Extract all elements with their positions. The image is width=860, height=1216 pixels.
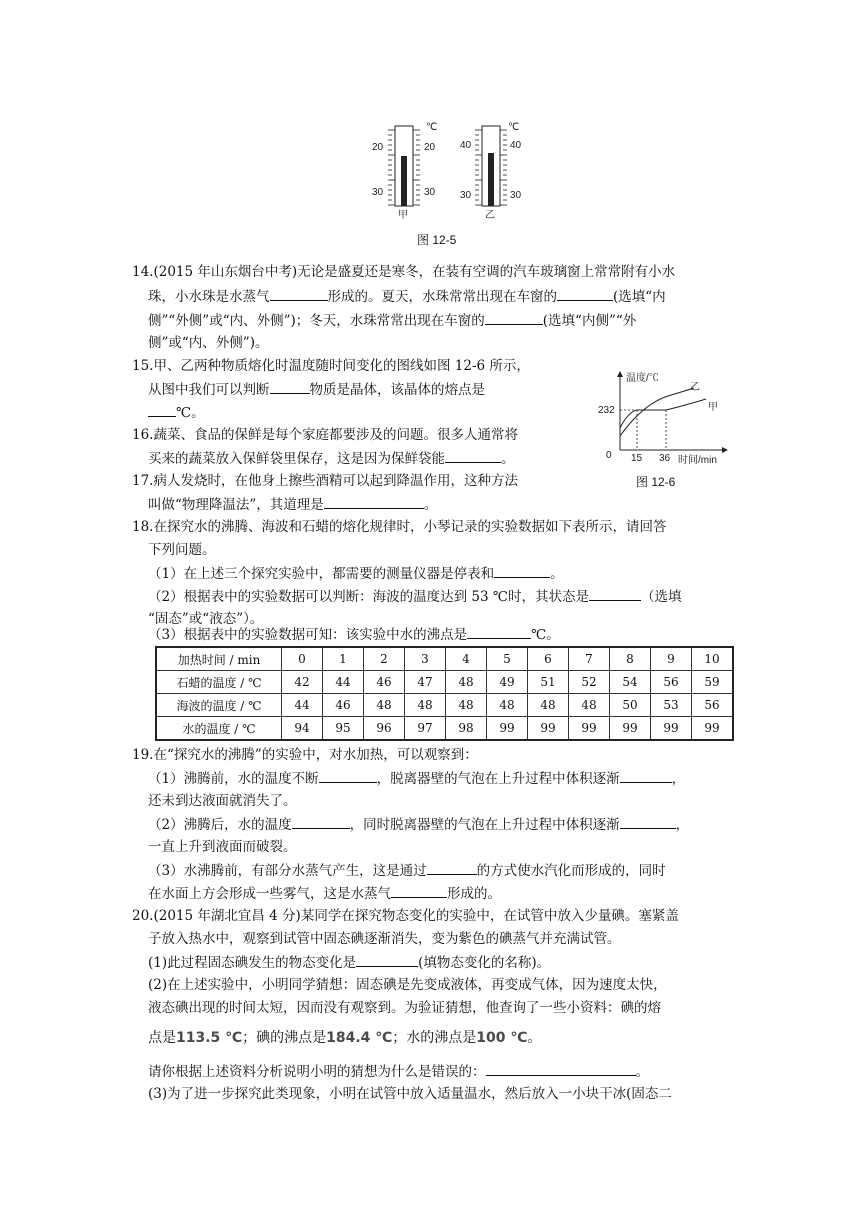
q20-sub1 — [148, 952, 550, 973]
iodine-melting-point: 113.5 ℃ — [176, 1030, 243, 1046]
q20-text: (填物态变化的名称)。 — [418, 955, 551, 971]
graph-origin-label: 0 — [606, 450, 612, 461]
q16-text: 买来的蔬菜放入保鲜袋里保存，这是因为保鲜袋能 — [148, 451, 445, 467]
table-cell: 99 — [610, 717, 651, 741]
q18-text: 。 — [550, 566, 564, 582]
q18-sub3 — [148, 624, 560, 645]
q14-line4: 侧”或“内、外侧”)。 — [148, 335, 269, 351]
q19-blank-2[interactable] — [620, 768, 672, 783]
q14-text: 侧”“外侧”或“内、外侧”)；冬天，水珠常常出现在车窗的 — [148, 313, 485, 329]
q14-blank-3[interactable] — [485, 310, 543, 325]
q14-blank-2[interactable] — [557, 286, 613, 301]
q19-text: 在水面上方会形成一些雾气，这是水蒸气 — [148, 886, 391, 902]
figure-12-5-caption: 图 12-5 — [417, 233, 457, 247]
q16-text: 。 — [501, 451, 515, 467]
q16-line2 — [148, 448, 515, 469]
q19-sub3 — [148, 860, 666, 881]
thermometer-b-unit: ℃ — [508, 122, 520, 133]
q18-line1: 18.在探究水的沸腾、海波和石蜡的熔化规律时，小琴记录的实验数据如下表所示，请回答 — [132, 519, 667, 535]
table-cell: 46 — [364, 671, 405, 694]
table-cell: 6 — [528, 647, 569, 671]
thermometer-a-bottom-right: 30 — [424, 187, 436, 198]
table-cell: 99 — [528, 717, 569, 741]
q20-sub2: (2)在上述实验中，小明同学猜想：固态碘是先变成液体，再变成气体，因为速度太快， — [148, 977, 667, 993]
q15-line3 — [148, 402, 205, 423]
q19-text: 形成的。 — [447, 886, 501, 902]
q17-text: 。 — [423, 497, 438, 513]
q19-text: （2）沸腾后，水的温度 — [148, 817, 292, 833]
table-cell: 48 — [446, 671, 487, 694]
q20-sub2-line2: 液态碘出现的时间太短，因而没有观察到。为验证猜想，他查询了一些小资料：碘的熔 — [148, 1000, 661, 1016]
q18-sub1 — [148, 563, 564, 584]
table-cell: 7 — [569, 647, 610, 671]
q19-text: （3）水沸腾前，有部分水蒸气产生，这是通过 — [148, 863, 427, 879]
data-table — [155, 646, 734, 741]
q18-text: （1）在上述三个探究实验中，都需要的测量仪器是停表和 — [148, 566, 495, 582]
table-cell: 48 — [487, 694, 528, 717]
table-cell: 3 — [405, 647, 446, 671]
q17-line2 — [148, 494, 437, 515]
table-cell: 50 — [610, 694, 651, 717]
table-cell: 95 — [323, 717, 364, 741]
q14-line2 — [148, 286, 666, 307]
q18-sub2-cont: “固态”或“液态”）。 — [148, 611, 264, 627]
thermometer-a-top-left: 20 — [372, 142, 384, 153]
table-cell: 49 — [487, 671, 528, 694]
q15-text: ℃。 — [176, 405, 205, 421]
q19-text: （1）沸腾前，水的温度不断 — [148, 771, 319, 787]
q18-line2: 下列问题。 — [148, 542, 216, 558]
graph-y-tick-232: 232 — [598, 405, 615, 416]
q14-blank-1[interactable] — [270, 286, 328, 301]
table-cell: 59 — [692, 671, 734, 694]
melting-graph — [598, 366, 738, 468]
q20-sub2-line3 — [148, 1028, 541, 1048]
graph-x-tick-15: 15 — [631, 453, 643, 464]
q20-blank-2[interactable] — [486, 1061, 636, 1076]
q14-text: 珠，小水珠是水蒸气 — [148, 289, 270, 305]
table-cell: 48 — [405, 694, 446, 717]
thermometer-b-top-right: 40 — [510, 140, 522, 151]
table-cell: 48 — [364, 694, 405, 717]
graph-x-label: 时间/min — [678, 455, 717, 466]
figure-12-6-caption: 图 12-6 — [636, 475, 676, 489]
q20-text: 点是 — [148, 1030, 176, 1046]
q18-sub2 — [148, 586, 681, 607]
q19-sub2-cont: 一直上升到液面而破裂。 — [148, 839, 297, 855]
thermometer-b-bottom-right: 30 — [510, 190, 522, 201]
table-cell: 54 — [610, 671, 651, 694]
q19-text: ，脱离器壁的气泡在上升过程中体积逐渐 — [376, 771, 620, 787]
q14-line1: 14.(2015 年山东烟台中考)无论是盛夏还是寒冬，在装有空调的汽车玻璃窗上常常附有小水 — [132, 264, 676, 280]
q19-text: ， — [671, 771, 686, 787]
table-row-header: 加热时间 / min — [156, 647, 282, 671]
q20-text: 。 — [527, 1030, 542, 1046]
q17-blank[interactable] — [324, 494, 424, 509]
graph-x-tick-36: 36 — [659, 453, 671, 464]
q14-line3 — [148, 310, 636, 331]
q20-line1: 20.(2015 年湖北宜昌 4 分)某同学在探究物态变化的实验中，在试管中放入少量碘。塞紧盖 — [132, 908, 679, 924]
table-cell: 99 — [487, 717, 528, 741]
q19-blank-4[interactable] — [620, 814, 676, 829]
q18-text: （3）根据表中的实验数据可知：该实验中水的沸点是 — [148, 627, 468, 643]
table-cell: 97 — [405, 717, 446, 741]
table-cell: 99 — [692, 717, 734, 741]
q20-text: (1)此过程固态碘发生的物态变化是 — [148, 955, 357, 971]
q18-blank-1[interactable] — [494, 563, 550, 578]
table-cell: 1 — [323, 647, 364, 671]
q19-blank-5[interactable] — [427, 860, 477, 875]
q14-text: (选填“内侧”“外 — [542, 313, 637, 329]
table-cell: 9 — [651, 647, 692, 671]
table-cell: 48 — [569, 694, 610, 717]
q18-text: （选填 — [640, 589, 682, 605]
table-row-header: 水的温度 / ℃ — [156, 717, 282, 741]
table-cell: 8 — [610, 647, 651, 671]
q19-sub1 — [148, 768, 685, 789]
q15-text: 从图中我们可以判断 — [148, 382, 270, 398]
q19-sub2 — [148, 814, 689, 835]
table-cell: 99 — [569, 717, 610, 741]
q19-blank-1[interactable] — [319, 768, 377, 783]
thermometer-a-label: 甲 — [398, 210, 408, 221]
table-cell: 10 — [692, 647, 734, 671]
table-cell: 42 — [282, 671, 323, 694]
table-cell: 4 — [446, 647, 487, 671]
q19-text: ，同时脱离器壁的气泡在上升过程中体积逐渐 — [349, 817, 620, 833]
q20-text: ；水的沸点是 — [392, 1030, 477, 1046]
thermometer-b-bottom-left: 30 — [460, 190, 472, 201]
table-row — [156, 671, 733, 694]
table-row — [156, 694, 733, 717]
table-cell: 99 — [651, 717, 692, 741]
table-row — [156, 717, 733, 741]
q18-text: （2）根据表中的实验数据可以判断：海波的温度达到 53 ℃时，其状态是 — [148, 589, 589, 605]
series-jia-label: 甲 — [708, 402, 718, 413]
q20-sub3: (3)为了进一步探究此类现象，小明在试管中放入适量温水，然后放入一小块干冰(固态二 — [148, 1086, 672, 1102]
q15-text: 物质是晶体，该晶体的熔点是 — [309, 382, 485, 398]
q16-blank[interactable] — [445, 448, 501, 463]
q17-text: 叫做“物理降温法”，其道理是 — [148, 497, 324, 513]
table-cell: 44 — [282, 694, 323, 717]
thermometer-a-top-right: 20 — [424, 142, 436, 153]
table-cell: 48 — [446, 694, 487, 717]
water-boiling-point: 100 ℃ — [476, 1030, 528, 1046]
table-cell: 5 — [487, 647, 528, 671]
q20-text: 请你根据上述资料分析说明小明的猜想为什么是错误的： — [148, 1064, 486, 1080]
q17-line1: 17.病人发烧时，在他身上擦些酒精可以起到降温作用，这种方法 — [132, 473, 518, 489]
table-cell: 56 — [692, 694, 734, 717]
table-cell: 51 — [528, 671, 569, 694]
series-yi-line — [620, 388, 694, 436]
q15-blank-1[interactable] — [270, 379, 310, 394]
q18-blank-2[interactable] — [589, 586, 641, 601]
q19-line1: 19.在“探究水的沸腾”的实验中，对水加热，可以观察到： — [132, 747, 478, 763]
table-cell: 47 — [405, 671, 446, 694]
series-yi-label: 乙 — [690, 382, 700, 393]
q19-blank-3[interactable] — [292, 814, 350, 829]
q19-sub1-cont: 还未到达液面就消失了。 — [148, 793, 297, 809]
q18-blank-3[interactable] — [467, 624, 531, 639]
q15-blank-2[interactable] — [148, 402, 176, 417]
table-cell: 48 — [528, 694, 569, 717]
q14-text: 形成的。夏天，水珠常常出现在车窗的 — [327, 289, 557, 305]
q19-text: 的方式使水汽化而形成的，同时 — [476, 863, 666, 879]
q19-sub3-cont — [148, 883, 501, 904]
thermometer-b-top-left: 40 — [460, 140, 472, 151]
iodine-boiling-point: 184.4 ℃ — [326, 1030, 393, 1046]
table-cell: 2 — [364, 647, 405, 671]
table-cell: 98 — [446, 717, 487, 741]
graph-y-label: 温度/℃ — [626, 373, 659, 384]
thermometer-figure — [360, 118, 530, 223]
q20-blank-1[interactable] — [356, 952, 418, 967]
table-cell: 46 — [323, 694, 364, 717]
thermometer-b-label: 乙 — [485, 210, 495, 221]
q18-text: ℃。 — [531, 627, 560, 643]
table-cell: 44 — [323, 671, 364, 694]
table-cell: 52 — [569, 671, 610, 694]
table-row-header: 石蜡的温度 / ℃ — [156, 671, 282, 694]
thermometer-a-bottom-left: 30 — [372, 187, 384, 198]
q20-text: ；碘的沸点是 — [242, 1030, 327, 1046]
series-jia-line — [620, 399, 706, 428]
q20-sub2-question — [148, 1061, 649, 1082]
table-cell: 0 — [282, 647, 323, 671]
q14-text: (选填“内 — [613, 289, 666, 305]
thermometer-a-unit: ℃ — [426, 122, 438, 133]
q20-text: 。 — [635, 1064, 649, 1080]
q19-blank-6[interactable] — [391, 883, 447, 898]
table-cell: 94 — [282, 717, 323, 741]
q16-line1: 16.蔬菜、食品的保鲜是每个家庭都要涉及的问题。很多人通常将 — [132, 427, 518, 443]
table-cell: 96 — [364, 717, 405, 741]
table-row-header: 海波的温度 / ℃ — [156, 694, 282, 717]
q20-line2: 子放入热水中，观察到试管中固态碘逐渐消失，变为紫色的碘蒸气并充满试管。 — [148, 931, 621, 947]
table-cell: 53 — [651, 694, 692, 717]
q15-line1: 15.甲、乙两种物质熔化时温度随时间变化的图线如图 12-6 所示， — [132, 358, 530, 374]
q19-text: ， — [675, 817, 690, 833]
table-cell: 56 — [651, 671, 692, 694]
q15-line2 — [148, 379, 485, 400]
table-row — [156, 647, 733, 671]
